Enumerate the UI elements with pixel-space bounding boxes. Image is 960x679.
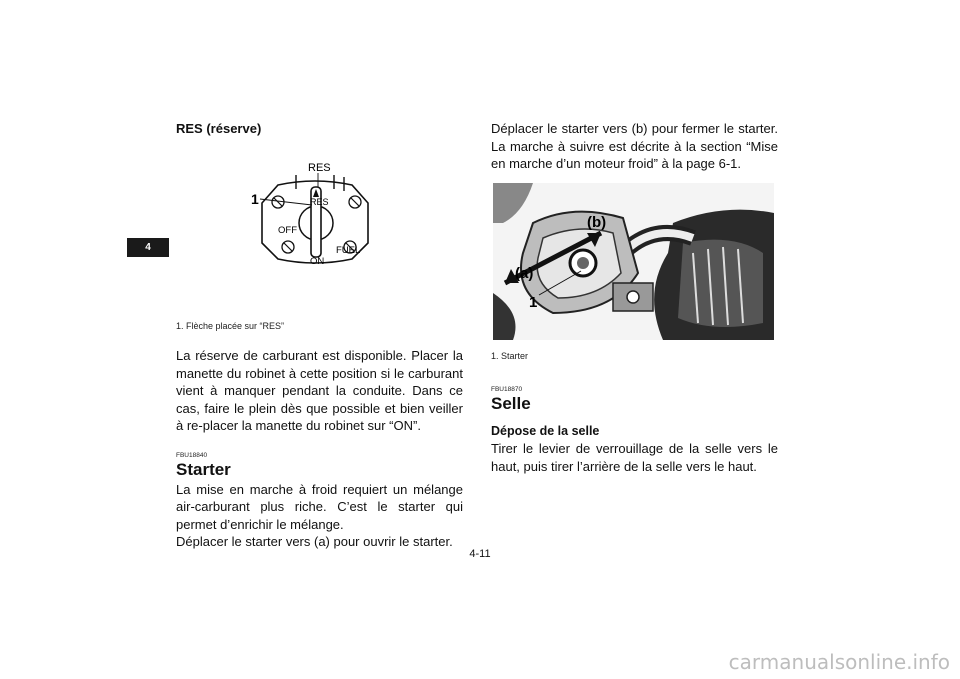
res-label: RES bbox=[308, 162, 331, 174]
fuel-label: FUEL bbox=[336, 245, 361, 256]
res-figure-caption: 1. Flèche placée sur “RES” bbox=[176, 321, 285, 331]
selle-subheading: Dépose de la selle bbox=[491, 424, 600, 438]
chapter-tab bbox=[127, 238, 169, 257]
callout-1-starter: 1 bbox=[529, 294, 538, 311]
selle-paragraph: Tirer le levier de verrouillage de la selle vers le haut, puis tirer l’arrière de la selle vers le haut. bbox=[491, 441, 778, 474]
chapter-tab-label: 4 bbox=[145, 242, 151, 253]
starter-figure-caption: 1. Starter bbox=[491, 351, 529, 361]
on-label: ON bbox=[310, 256, 325, 267]
right-column-lower bbox=[491, 350, 778, 475]
off-label: OFF bbox=[278, 225, 297, 236]
res-paragraph: La réserve de carburant est disponible. Placer la manette du robinet à cette position si le carburant vient à manquer pendant la conduite. Dans ce cas, faire le plein dès que possible et bien veiller à re-placer la manette du robinet sur “ON”. bbox=[176, 348, 463, 433]
starter-title: Starter bbox=[176, 459, 231, 479]
starter-close-paragraph: Déplacer le starter vers (b) pour fermer le starter. La marche à suivre est décrite à la section “Mise en marche d’un moteur froid” à la page 6-1. bbox=[491, 121, 778, 171]
left-column-lower bbox=[176, 320, 463, 551]
res-inner-label: RES bbox=[310, 197, 329, 207]
res-heading: RES (réserve) bbox=[176, 121, 262, 136]
watermark: carmanualsonline.info bbox=[728, 650, 950, 674]
page-number: 4-11 bbox=[469, 548, 491, 560]
callout-1: 1 bbox=[251, 191, 259, 207]
right-column bbox=[491, 120, 778, 173]
starter-open-paragraph: Déplacer le starter vers (a) pour ouvrir le starter. bbox=[176, 534, 453, 549]
starter-paragraph: La mise en marche à froid requiert un mélange air-carburant plus riche. C’est le starter qui permet d’enrichir le mélange. bbox=[176, 481, 463, 532]
selle-title: Selle bbox=[491, 394, 531, 413]
left-column bbox=[176, 120, 463, 138]
label-b: (b) bbox=[587, 214, 607, 231]
label-a: (a) bbox=[515, 265, 534, 282]
starter-photo bbox=[493, 183, 774, 340]
section-code: FBU18870 bbox=[491, 386, 523, 393]
section-code: FBU18840 bbox=[176, 451, 208, 459]
fuel-cock-illustration bbox=[240, 155, 390, 270]
